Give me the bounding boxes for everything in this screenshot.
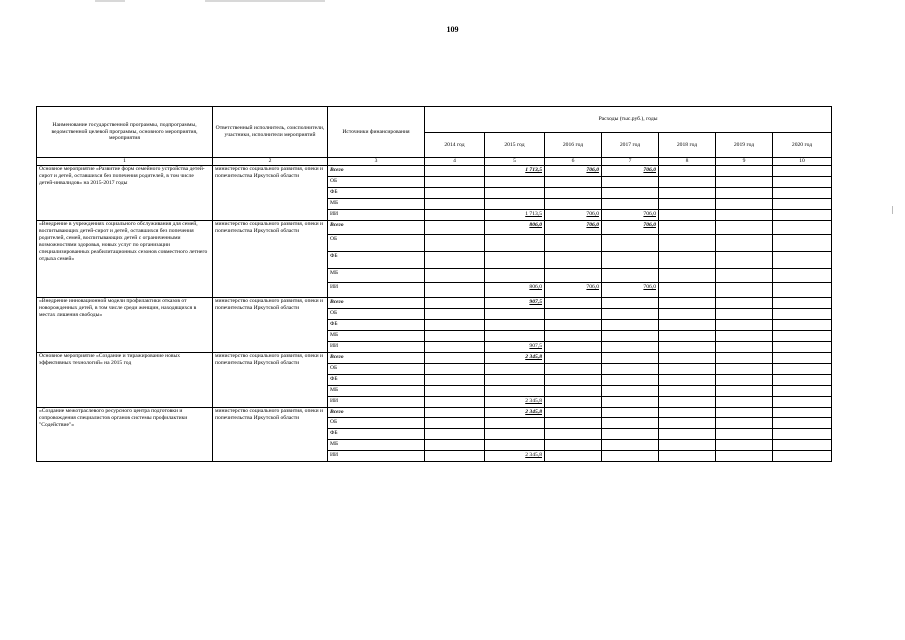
budget-value [485, 331, 545, 342]
budget-value [485, 440, 545, 451]
budget-value [659, 188, 716, 199]
budget-value [545, 418, 602, 429]
ii-value [716, 451, 773, 462]
total-value: 806,0 [485, 221, 545, 235]
total-value [425, 298, 485, 309]
budget-value [545, 235, 602, 252]
budget-value [425, 177, 485, 188]
budget-value [545, 309, 602, 320]
column-number: 3 [328, 158, 425, 166]
budget-value [485, 364, 545, 375]
funding-source: ФБ [328, 252, 425, 269]
budget-value [545, 375, 602, 386]
total-value [545, 408, 602, 418]
event-name: «Внедрение инновационной модели профилактики отказов от новорожденных детей, в том числе среди женщин, находящихся в местах лишения свободы» [37, 298, 213, 353]
total-value [602, 353, 659, 364]
ii-value [659, 342, 716, 353]
header-name: Наименование государственной программы, подпрограммы, ведомственной целевой программы, основного мероприятия, мероприятия [37, 107, 213, 158]
column-number: 5 [485, 158, 545, 166]
table-row [37, 221, 832, 235]
ii-value [716, 342, 773, 353]
budget-value [659, 429, 716, 440]
budget-value [773, 177, 832, 188]
budget-value [659, 309, 716, 320]
budget-value [659, 252, 716, 269]
ii-value [773, 342, 832, 353]
ii-value [773, 451, 832, 462]
column-number: 4 [425, 158, 485, 166]
total-value: 706,0 [545, 221, 602, 235]
budget-value [716, 199, 773, 210]
funding-source: ФБ [328, 188, 425, 199]
budget-value [716, 331, 773, 342]
table-body [37, 166, 832, 462]
budget-value [425, 375, 485, 386]
header-source: Источники финансирования [328, 107, 425, 158]
budget-value [602, 364, 659, 375]
total-value [425, 353, 485, 364]
budget-value [485, 320, 545, 331]
total-value [716, 408, 773, 418]
funding-source: Всего [328, 298, 425, 309]
ii-value [773, 397, 832, 408]
funding-source: МБ [328, 440, 425, 451]
header-year: 2018 год [659, 133, 716, 158]
total-value: 706,0 [545, 166, 602, 177]
budget-value [659, 364, 716, 375]
ii-value [425, 397, 485, 408]
budget-value [545, 269, 602, 283]
funding-source: ОБ [328, 177, 425, 188]
header-year: 2016 год [545, 133, 602, 158]
header-year: 2017 год [602, 133, 659, 158]
ii-value [545, 397, 602, 408]
scan-artifact [95, 0, 125, 2]
header-row [37, 107, 832, 133]
budget-value [602, 418, 659, 429]
table-row [37, 353, 832, 364]
budget-value [425, 235, 485, 252]
budget-value [773, 364, 832, 375]
budget-value [485, 386, 545, 397]
budget-value [425, 188, 485, 199]
budget-value [773, 429, 832, 440]
budget-value [602, 177, 659, 188]
budget-value [773, 331, 832, 342]
funding-source: ОБ [328, 309, 425, 320]
total-value [716, 298, 773, 309]
ii-value [425, 342, 485, 353]
budget-value [659, 235, 716, 252]
ii-value [773, 210, 832, 221]
funding-source: ФБ [328, 375, 425, 386]
ii-value [602, 451, 659, 462]
column-number: 10 [773, 158, 832, 166]
ii-value [659, 283, 716, 298]
budget-value [425, 309, 485, 320]
funding-source: МБ [328, 269, 425, 283]
budget-value [716, 386, 773, 397]
budget-value [773, 269, 832, 283]
funding-source: Всего [328, 353, 425, 364]
total-value [659, 298, 716, 309]
budget-value [602, 440, 659, 451]
funding-source: МБ [328, 331, 425, 342]
budget-value [773, 418, 832, 429]
budget-value [773, 309, 832, 320]
budget-value [716, 309, 773, 320]
header-year: 2014 год [425, 133, 485, 158]
event-executor: министерство социального развития, опеки и попечительства Иркутской области [213, 166, 328, 221]
funding-source: ОБ [328, 364, 425, 375]
ii-value [545, 342, 602, 353]
budget-value [773, 188, 832, 199]
budget-value [716, 177, 773, 188]
budget-value [773, 235, 832, 252]
total-value [716, 221, 773, 235]
ii-value [716, 210, 773, 221]
budget-value [659, 320, 716, 331]
budget-value [545, 320, 602, 331]
budget-value [602, 309, 659, 320]
budget-value [425, 320, 485, 331]
total-value [773, 353, 832, 364]
budget-value [602, 331, 659, 342]
funding-source: МБ [328, 386, 425, 397]
funding-source: Всего [328, 166, 425, 177]
ii-value: 907,5 [485, 342, 545, 353]
column-number: 6 [545, 158, 602, 166]
budget-value [425, 418, 485, 429]
budget-value [485, 252, 545, 269]
ii-value [773, 283, 832, 298]
total-value [602, 298, 659, 309]
budget-value [716, 364, 773, 375]
total-value [425, 221, 485, 235]
event-name: Основное мероприятие «Развитие форм семейного устройства детей-сирот и детей, оставшихся без попечения родителей, в том числе детей-инвалидов» на 2015-2017 годы [37, 166, 213, 221]
event-executor: министерство социального развития, опеки и попечительства Иркутской области [213, 221, 328, 298]
budget-value [659, 440, 716, 451]
ii-value: 1 713,5 [485, 210, 545, 221]
budget-value [545, 252, 602, 269]
funding-source: ИИ [328, 342, 425, 353]
budget-value [773, 320, 832, 331]
ii-value: 706,0 [545, 283, 602, 298]
column-number: 8 [659, 158, 716, 166]
column-number: 9 [716, 158, 773, 166]
budget-value [485, 188, 545, 199]
ii-value [659, 210, 716, 221]
header-executor: Ответственный исполнитель, соисполнители, участники, исполнители мероприятий [213, 107, 328, 158]
funding-source: Всего [328, 408, 425, 418]
budget-value [485, 309, 545, 320]
budget-value [602, 235, 659, 252]
header-year: 2019 год [716, 133, 773, 158]
budget-value [659, 375, 716, 386]
budget-value [716, 235, 773, 252]
budget-value [716, 320, 773, 331]
ii-value [425, 451, 485, 462]
header-year: 2015 год [485, 133, 545, 158]
funding-source: ОБ [328, 418, 425, 429]
ii-value [602, 397, 659, 408]
ii-value [425, 283, 485, 298]
budget-value [773, 440, 832, 451]
total-value [659, 353, 716, 364]
budget-value [425, 199, 485, 210]
total-value [716, 353, 773, 364]
ii-value [716, 397, 773, 408]
budget-value [602, 252, 659, 269]
funding-source: ИИ [328, 210, 425, 221]
budget-value [545, 364, 602, 375]
page-number: 109 [446, 25, 459, 34]
budget-value [425, 269, 485, 283]
header-expenses: Расходы (тыс.руб.), годы [425, 107, 832, 133]
budget-value [716, 375, 773, 386]
funding-source: МБ [328, 199, 425, 210]
budget-value [716, 429, 773, 440]
ii-value: 806,0 [485, 283, 545, 298]
column-number: 1 [37, 158, 213, 166]
funding-source: ФБ [328, 320, 425, 331]
financing-table [36, 106, 832, 462]
budget-value [425, 252, 485, 269]
table-row [37, 166, 832, 177]
budget-value [602, 199, 659, 210]
total-value: 706,0 [602, 166, 659, 177]
budget-value [773, 252, 832, 269]
budget-value [485, 429, 545, 440]
total-value [425, 408, 485, 418]
budget-value [716, 418, 773, 429]
total-value: 1 713,5 [485, 166, 545, 177]
scan-edge-mark [892, 206, 893, 214]
total-value [659, 221, 716, 235]
total-value [773, 166, 832, 177]
total-value [659, 408, 716, 418]
total-value [545, 298, 602, 309]
budget-value [716, 269, 773, 283]
budget-value [773, 199, 832, 210]
ii-value: 2 345,8 [485, 397, 545, 408]
budget-value [485, 235, 545, 252]
budget-value [602, 269, 659, 283]
budget-value [545, 386, 602, 397]
column-number: 2 [213, 158, 328, 166]
budget-value [485, 269, 545, 283]
column-number-row [37, 158, 832, 166]
table-row [37, 408, 832, 418]
budget-value [716, 440, 773, 451]
budget-value [659, 177, 716, 188]
budget-value [716, 188, 773, 199]
total-value [545, 353, 602, 364]
budget-value [425, 429, 485, 440]
budget-value [485, 199, 545, 210]
budget-value [659, 199, 716, 210]
funding-source: ИИ [328, 451, 425, 462]
ii-value [602, 342, 659, 353]
budget-value [485, 375, 545, 386]
event-executor: министерство социального развития, опеки и попечительства Иркутской области [213, 298, 328, 353]
ii-value: 706,0 [602, 283, 659, 298]
total-value: 907,5 [485, 298, 545, 309]
budget-value [602, 375, 659, 386]
budget-value [602, 386, 659, 397]
budget-value [545, 177, 602, 188]
total-value [773, 408, 832, 418]
column-number: 7 [602, 158, 659, 166]
total-value: 2 345,8 [485, 408, 545, 418]
ii-value [659, 397, 716, 408]
scan-artifact [205, 0, 325, 2]
event-name: «Внедрение в учреждениях социального обслуживания для семей, воспитывающих детей-сирот и детей, оставшихся без попечения родителей, семей, воспитывающих детей с ограниченными возможностями здоровья, новых услуг по организации специализированных реабилитационных сезонов совместного летнего отдыха семей» [37, 221, 213, 298]
ii-value: 706,0 [545, 210, 602, 221]
budget-value [425, 331, 485, 342]
ii-value: 706,0 [602, 210, 659, 221]
total-value: 2 345,8 [485, 353, 545, 364]
header-year: 2020 год [773, 133, 832, 158]
budget-value [425, 364, 485, 375]
budget-value [659, 386, 716, 397]
budget-value [545, 440, 602, 451]
ii-value [545, 451, 602, 462]
budget-value [485, 418, 545, 429]
funding-source: ОБ [328, 235, 425, 252]
ii-value [716, 283, 773, 298]
budget-value [545, 429, 602, 440]
budget-value [716, 252, 773, 269]
budget-value [659, 331, 716, 342]
funding-source: ФБ [328, 429, 425, 440]
budget-value [659, 269, 716, 283]
budget-value [602, 429, 659, 440]
event-name: «Создание межотраслевого ресурсного центра подготовки и сопровождения специалистов органов системы профилактики "Содействие"» [37, 408, 213, 462]
budget-value [425, 440, 485, 451]
funding-source: ИИ [328, 397, 425, 408]
budget-value [773, 386, 832, 397]
total-value [659, 166, 716, 177]
budget-value [545, 188, 602, 199]
event-executor: министерство социального развития, опеки и попечительства Иркутской области [213, 408, 328, 462]
budget-value [545, 199, 602, 210]
budget-value [602, 188, 659, 199]
total-value [773, 298, 832, 309]
budget-value [425, 386, 485, 397]
budget-value [773, 375, 832, 386]
ii-value [425, 210, 485, 221]
total-value [773, 221, 832, 235]
total-value [602, 408, 659, 418]
budget-value [485, 177, 545, 188]
funding-source: ИИ [328, 283, 425, 298]
total-value: 706,0 [602, 221, 659, 235]
budget-value [602, 320, 659, 331]
ii-value: 2 345,8 [485, 451, 545, 462]
budget-value [545, 331, 602, 342]
table-row [37, 298, 832, 309]
funding-source: Всего [328, 221, 425, 235]
event-executor: министерство социального развития, опеки и попечительства Иркутской области [213, 353, 328, 408]
event-name: Основное мероприятие «Создание и тиражирование новых эффективных технологий» на 2015 год [37, 353, 213, 408]
ii-value [659, 451, 716, 462]
budget-value [659, 418, 716, 429]
total-value [425, 166, 485, 177]
total-value [716, 166, 773, 177]
